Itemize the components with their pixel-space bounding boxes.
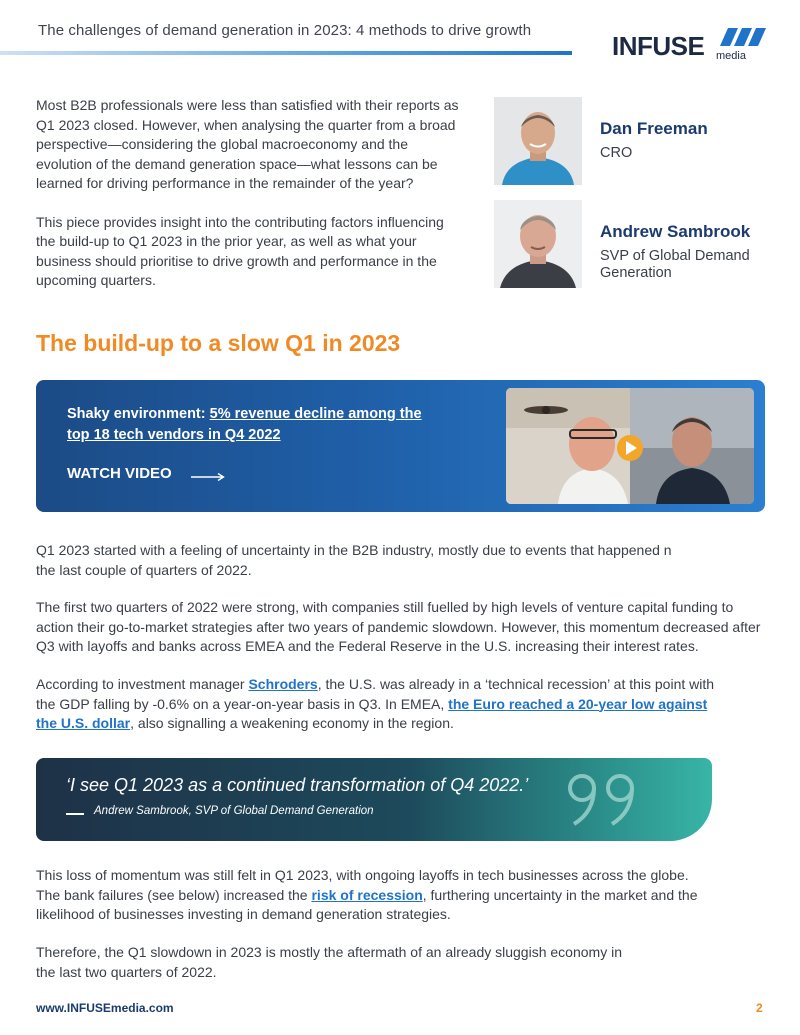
- quotation-marks-icon: [564, 768, 644, 830]
- arrow-right-icon: [191, 473, 225, 481]
- quote-attribution: [94, 805, 374, 817]
- text-span: This loss of momentum was still felt in Q1 2023, with ongoing layoffs in tech businesses across the globe. The bank failures (see below) increased the: [36, 867, 689, 903]
- text-span: , the U.S. was already in a ‘technical recession’ at this point with the GDP falling by -0.6% on a year-on-year basis in Q3. In EMEA,: [36, 676, 715, 712]
- video-card[interactable]: [36, 380, 765, 512]
- body-paragraph-2: The first two quarters of 2022 were strong, with companies still fuelled by high levels of venture capital funding to action their go-to-market strategies after two years of pandemic slowdown. However, this momentum decreased after Q3 with layoffs and banks across EMEA and the Federal Reserve in the U.S. increasing their interest rates.: [36, 599, 761, 654]
- author-role: SVP of Global Demand Generation: [600, 248, 750, 281]
- quote-text: ‘I see Q1 2023 as a continued transformation of Q4 2022.’: [66, 775, 529, 795]
- author-role: CRO: [600, 145, 633, 161]
- logo-wordmark: INFUSE: [612, 31, 705, 61]
- footer-website-link[interactable]: www.INFUSEmedia.com: [36, 1001, 174, 1015]
- section-heading: The build-up to a slow Q1 in 2023: [36, 330, 401, 356]
- intro-text: [36, 96, 466, 310]
- body-paragraph-1: Q1 2023 started with a feeling of uncertainty in the B2B industry, mostly due to events that happened n the last couple of quarters of 2022.: [36, 542, 672, 578]
- dan-freeman-photo: [494, 97, 582, 185]
- page-number: 2: [756, 1001, 763, 1015]
- author-name: Andrew Sambrook: [600, 222, 751, 241]
- quote-author-role: , SVP of Global Demand Generation: [188, 805, 374, 817]
- pull-quote: [36, 758, 712, 841]
- logo-subtext: media: [716, 50, 746, 62]
- logo-stripes-icon: [718, 28, 768, 46]
- intro-paragraph-1: Most B2B professionals were less than satisfied with their reports as Q1 2023 closed. However, when analysing the quarter from a broad perspective—considering the global macroeconomy and the evolution of the demand generation space—what lessons can be learned for driving performance in the remainder of the year?: [36, 97, 459, 191]
- intro-paragraph-2: This piece provides insight into the contributing factors influencing the build-up to Q1 2023 in the prior year, as well as what your business should prioritise to drive growth and performance in the upcoming quarters.: [36, 213, 444, 288]
- watch-video-button[interactable]: WATCH VIDEO: [67, 465, 172, 482]
- infuse-media-logo: [612, 28, 772, 64]
- video-thumbnail[interactable]: [506, 388, 754, 504]
- schroders-link[interactable]: Schroders: [248, 676, 318, 692]
- risk-of-recession-link[interactable]: risk of recession: [311, 886, 423, 903]
- quote-author: Andrew Sambrook: [94, 805, 189, 817]
- text-span: , also signalling a weakening economy in the region.: [130, 715, 454, 731]
- document-title: The challenges of demand generation in 2023: 4 methods to drive growth: [38, 22, 532, 39]
- euro-low-link[interactable]: the Euro reached a 20-year low against the U.S. dollar: [36, 695, 708, 731]
- quote-dash: [66, 813, 84, 815]
- author-name: Dan Freeman: [600, 119, 708, 138]
- text-span: According to investment manager: [36, 676, 249, 692]
- video-description: [67, 404, 427, 446]
- body-paragraph-3: [36, 675, 726, 734]
- andrew-sambrook-photo: [494, 200, 582, 288]
- header-divider: [0, 51, 572, 55]
- text-span: , furthering uncertainty in the market and the likelihood of businesses investing in demand generation strategies.: [36, 886, 698, 922]
- body-paragraph-4: [36, 866, 706, 925]
- body-paragraph-5: Therefore, the Q1 slowdown in 2023 is mostly the aftermath of an already sluggish economy in the last two quarters of 2022.: [36, 944, 622, 980]
- author-card-dan-freeman: [494, 97, 784, 185]
- author-card-andrew-sambrook: [494, 200, 784, 288]
- video-link[interactable]: 5% revenue decline among the top 18 tech vendors in Q4 2022: [67, 406, 422, 443]
- video-prefix: Shaky environment:: [67, 406, 210, 422]
